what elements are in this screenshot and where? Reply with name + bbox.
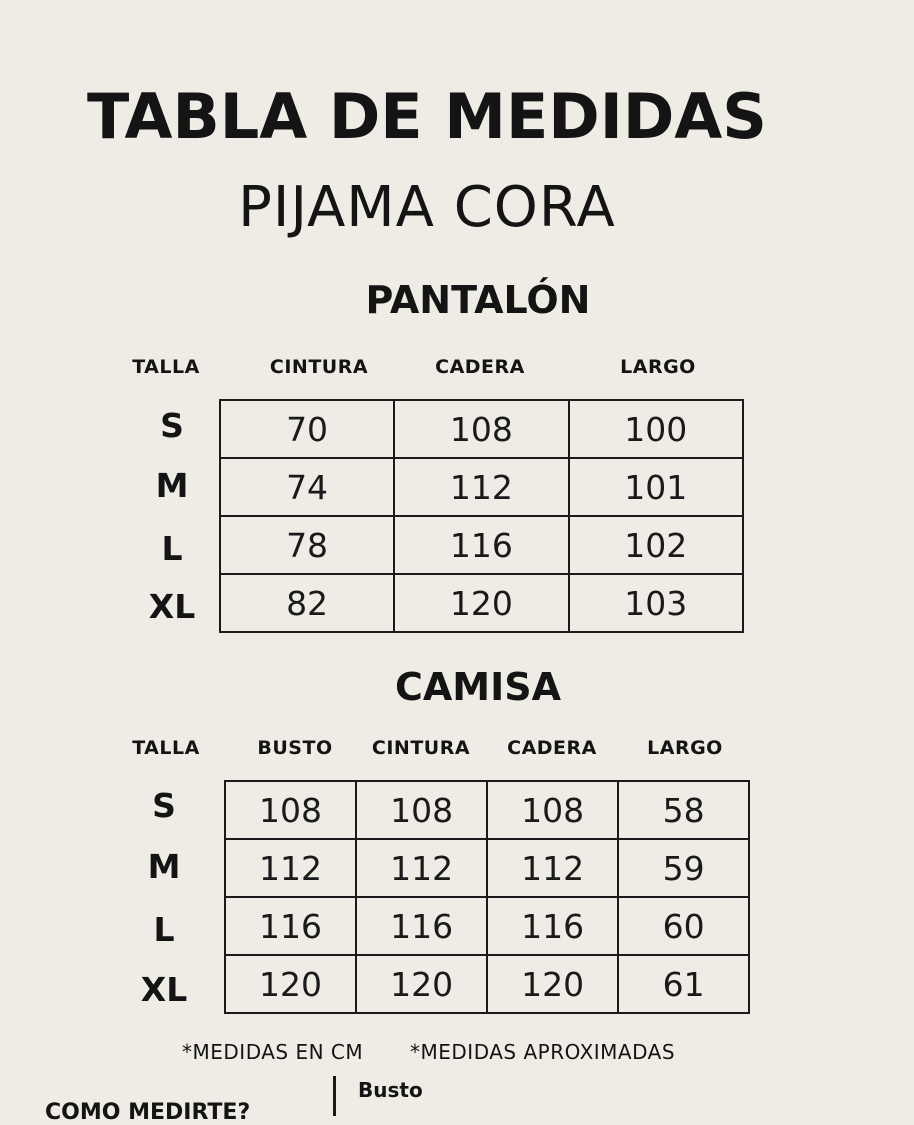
camisa-table bbox=[224, 780, 750, 1014]
table-row bbox=[220, 574, 743, 632]
table-cell: 120 bbox=[487, 955, 618, 1013]
table-row bbox=[225, 955, 749, 1013]
pantalon-size-label: M bbox=[155, 466, 189, 505]
page-title: TABLA DE MEDIDAS bbox=[87, 80, 767, 153]
pantalon-col-header: CINTURA bbox=[269, 356, 369, 378]
table-cell: 112 bbox=[225, 839, 356, 897]
camisa-size-label: M bbox=[147, 847, 181, 886]
table-cell: 108 bbox=[356, 781, 487, 839]
table-cell: 60 bbox=[618, 897, 749, 955]
table-cell: 108 bbox=[394, 400, 568, 458]
table-cell: 120 bbox=[356, 955, 487, 1013]
pantalon-col-header: LARGO bbox=[620, 356, 696, 378]
table-row bbox=[220, 516, 743, 574]
units-note: *MEDIDAS EN CM bbox=[182, 1040, 364, 1064]
divider-line bbox=[333, 1076, 336, 1116]
table-cell: 112 bbox=[356, 839, 487, 897]
table-cell: 61 bbox=[618, 955, 749, 1013]
table-cell: 58 bbox=[618, 781, 749, 839]
table-cell: 82 bbox=[220, 574, 394, 632]
como-medirte-heading: COMO MEDIRTE? bbox=[45, 1100, 251, 1125]
table-cell: 103 bbox=[569, 574, 743, 632]
table-cell: 78 bbox=[220, 516, 394, 574]
camisa-size-header: TALLA bbox=[132, 737, 200, 759]
table-cell: 108 bbox=[487, 781, 618, 839]
table-cell: 70 bbox=[220, 400, 394, 458]
table-cell: 116 bbox=[225, 897, 356, 955]
table-cell: 102 bbox=[569, 516, 743, 574]
camisa-section-title: CAMISA bbox=[394, 665, 562, 709]
table-cell: 74 bbox=[220, 458, 394, 516]
table-row bbox=[225, 897, 749, 955]
camisa-col-header: CINTURA bbox=[371, 737, 471, 759]
pantalon-size-label: XL bbox=[148, 587, 196, 626]
table-row bbox=[220, 400, 743, 458]
table-row bbox=[225, 839, 749, 897]
busto-label: Busto bbox=[358, 1078, 423, 1102]
pantalon-col-header: CADERA bbox=[435, 356, 525, 378]
page-subtitle: PIJAMA CORA bbox=[238, 175, 616, 240]
table-row bbox=[225, 781, 749, 839]
camisa-col-header: CADERA bbox=[507, 737, 597, 759]
table-cell: 120 bbox=[394, 574, 568, 632]
camisa-size-label: S bbox=[152, 786, 176, 825]
camisa-size-label: XL bbox=[140, 970, 188, 1009]
table-cell: 120 bbox=[225, 955, 356, 1013]
table-cell: 112 bbox=[487, 839, 618, 897]
pantalon-size-label: L bbox=[161, 529, 183, 568]
table-cell: 101 bbox=[569, 458, 743, 516]
pantalon-section-title: PANTALÓN bbox=[365, 278, 591, 322]
pantalon-size-label: S bbox=[160, 406, 184, 445]
table-cell: 116 bbox=[394, 516, 568, 574]
camisa-col-header: LARGO bbox=[647, 737, 723, 759]
table-row bbox=[220, 458, 743, 516]
table-cell: 59 bbox=[618, 839, 749, 897]
camisa-col-header: BUSTO bbox=[257, 737, 333, 759]
camisa-size-label: L bbox=[153, 910, 175, 949]
table-cell: 116 bbox=[487, 897, 618, 955]
pantalon-size-header: TALLA bbox=[132, 356, 200, 378]
approx-note: *MEDIDAS APROXIMADAS bbox=[410, 1040, 676, 1064]
table-cell: 112 bbox=[394, 458, 568, 516]
table-cell: 108 bbox=[225, 781, 356, 839]
table-cell: 100 bbox=[569, 400, 743, 458]
pantalon-table bbox=[219, 399, 744, 633]
table-cell: 116 bbox=[356, 897, 487, 955]
